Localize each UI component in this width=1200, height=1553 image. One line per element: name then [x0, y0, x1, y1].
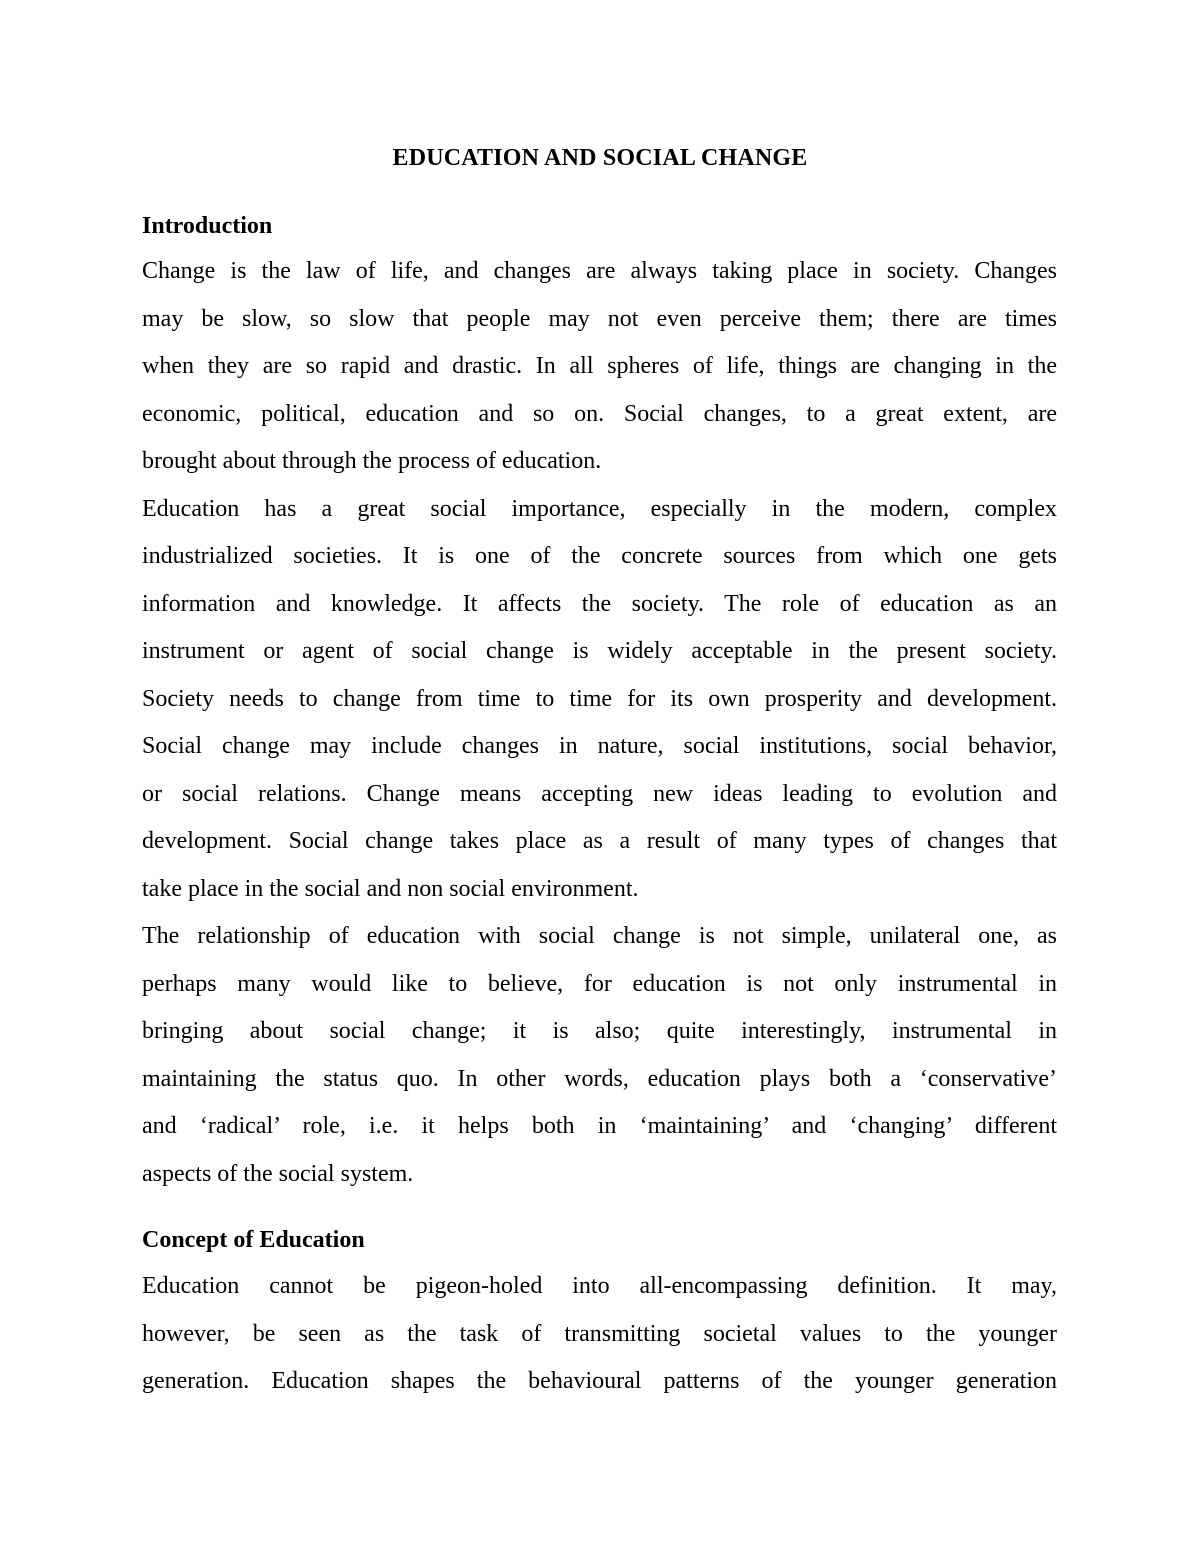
- page-title: EDUCATION AND SOCIAL CHANGE: [392, 145, 808, 171]
- text-line: Social change may include changes in nature, social institutions, social behavior,: [142, 733, 1057, 759]
- concept-of-education-text: [142, 1263, 1057, 1406]
- text-line: development. Social change takes place as a result of many types of changes that: [142, 828, 1057, 854]
- text-line: may be slow, so slow that people may not even perceive them; there are times: [142, 305, 1057, 332]
- section-heading-concept-of-education: Concept of Education: [142, 1227, 365, 1253]
- text-line: generation. Education shapes the behavioural patterns of the younger generation: [142, 1368, 1057, 1394]
- text-line: Society needs to change from time to time for its own prosperity and development.: [142, 685, 1057, 712]
- text-line: The relationship of education with social change is not simple, unilateral one, as: [142, 923, 1057, 949]
- text-line: or social relations. Change means accepting new ideas leading to evolution and: [142, 780, 1057, 807]
- text-line: bringing about social change; it is also; quite interestingly, instrumental in: [142, 1018, 1057, 1044]
- text-line: economic, political, education and so on. Social changes, to a great extent, are: [142, 400, 1057, 427]
- text-line: Change is the law of life, and changes are always taking place in society. Changes: [142, 258, 1057, 284]
- text-line: perhaps many would like to believe, for education is not only instrumental in: [142, 970, 1057, 997]
- text-line: and ‘radical’ role, i.e. it helps both in ‘maintaining’ and ‘changing’ different: [142, 1113, 1057, 1139]
- text-line: instrument or agent of social change is widely acceptable in the present society.: [142, 638, 1057, 664]
- text-line: Education has a great social importance, especially in the modern, complex: [142, 495, 1057, 522]
- text-line: when they are so rapid and drastic. In all spheres of life, things are changing in the: [142, 353, 1057, 379]
- text-line: information and knowledge. It affects the society. The role of education as an: [142, 590, 1057, 617]
- introduction-text: [142, 248, 1057, 1198]
- section-heading-introduction: Introduction: [142, 213, 273, 239]
- text-line: maintaining the status quo. In other words, education plays both a ‘conservative’: [142, 1065, 1057, 1092]
- text-line: however, be seen as the task of transmitting societal values to the younger: [142, 1320, 1057, 1347]
- text-line: take place in the social and non social environment.: [142, 875, 639, 902]
- text-line: Education cannot be pigeon-holed into all-encompassing definition. It may,: [142, 1273, 1057, 1299]
- text-line: aspects of the social system.: [142, 1160, 414, 1187]
- text-line: brought about through the process of education.: [142, 448, 602, 474]
- text-line: industrialized societies. It is one of the concrete sources from which one gets: [142, 543, 1057, 569]
